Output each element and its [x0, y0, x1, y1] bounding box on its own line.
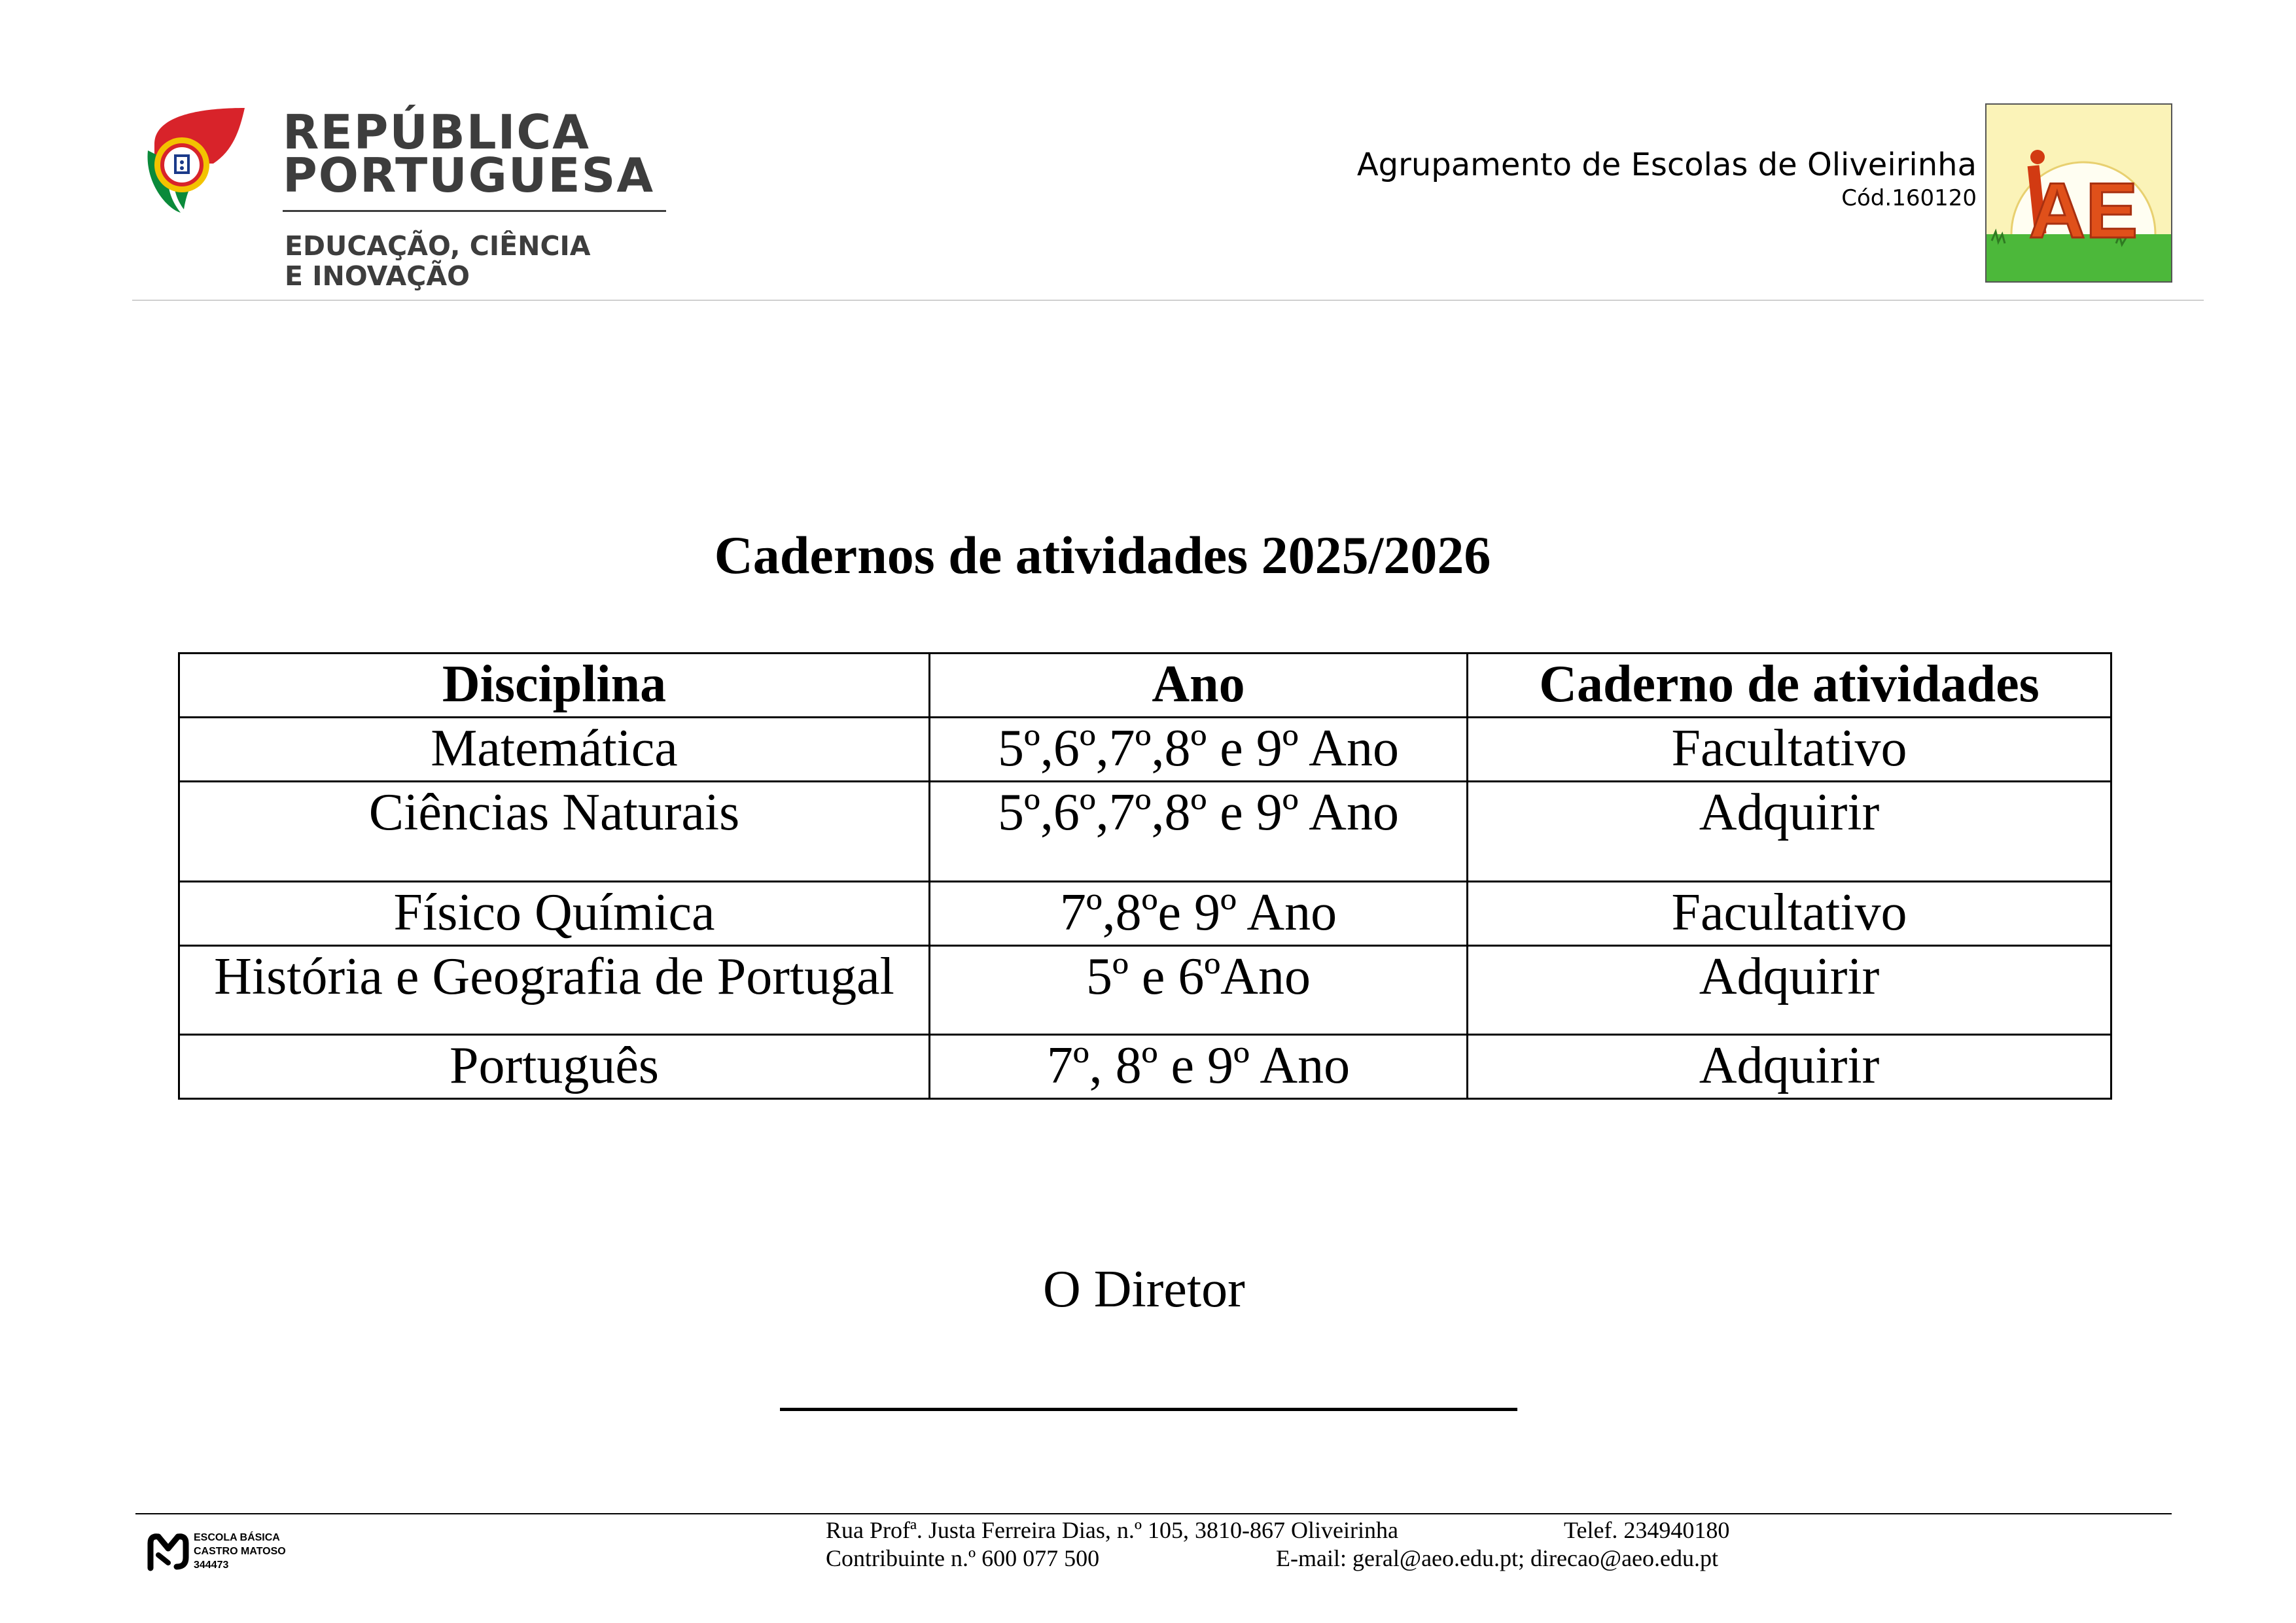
cell-ano: 5º,6º,7º,8º e 9º Ano	[930, 718, 1468, 782]
table-row	[179, 1035, 2111, 1099]
footer-divider	[135, 1513, 2172, 1514]
table-row	[179, 782, 2111, 882]
cell-disciplina: Físico Química	[179, 882, 930, 946]
cell-ano: 5º e 6ºAno	[930, 946, 1468, 1035]
column-header-ano: Ano	[930, 654, 1468, 718]
footer-logo-line-2: CASTRO MATOSO	[194, 1546, 286, 1557]
republica-portuguesa-emblem-icon	[141, 105, 246, 216]
footer-nif: Contribuinte n.º 600 077 500	[826, 1545, 1100, 1571]
cell-disciplina: História e Geografia de Portugal	[179, 946, 930, 1035]
government-title-divider	[283, 210, 666, 212]
cell-disciplina: Matemática	[179, 718, 930, 782]
escola-basica-logo-icon	[145, 1529, 191, 1575]
table-row	[179, 882, 2111, 946]
school-name: Agrupamento de Escolas de Oliveirinha	[1356, 147, 1977, 183]
cell-disciplina: Ciências Naturais	[179, 782, 930, 882]
cell-ano: 7º, 8º e 9º Ano	[930, 1035, 1468, 1099]
activities-table	[178, 652, 2112, 1100]
footer-logo-line-1: ESCOLA BÁSICA	[194, 1532, 280, 1543]
table-row	[179, 718, 2111, 782]
cell-disciplina: Português	[179, 1035, 930, 1099]
signature-line	[780, 1408, 1517, 1411]
director-label: O Diretor	[1043, 1261, 1245, 1318]
footer-email: E-mail: geral@aeo.edu.pt; direcao@aeo.edu.pt	[1276, 1545, 1719, 1571]
footer-address: Rua Profª. Justa Ferreira Dias, n.º 105, 3810-867 Oliveirinha	[826, 1517, 1398, 1543]
cell-caderno: Adquirir	[1468, 1035, 2111, 1099]
footer-logo-line-3: 344473	[194, 1560, 229, 1571]
cell-ano: 7º,8ºe 9º Ano	[930, 882, 1468, 946]
government-title-line-2: PORTUGUESA	[283, 148, 655, 203]
cell-caderno: Adquirir	[1468, 946, 2111, 1035]
table-header-row	[179, 654, 2111, 718]
column-header-caderno: Caderno de atividades	[1468, 654, 2111, 718]
ministry-line-2: E INOVAÇÃO	[285, 260, 470, 292]
column-header-disciplina: Disciplina	[179, 654, 930, 718]
table-row	[179, 946, 2111, 1035]
cell-caderno: Adquirir	[1468, 782, 2111, 882]
government-title-line-1: REPÚBLICA	[283, 105, 590, 160]
ministry-line-1: EDUCAÇÃO, CIÊNCIA	[285, 230, 591, 262]
cell-ano: 5º,6º,7º,8º e 9º Ano	[930, 782, 1468, 882]
header-divider	[132, 300, 2204, 301]
school-logo-letters: AE	[2028, 167, 2138, 254]
school-code: Cód.160120	[1841, 185, 1977, 211]
cell-caderno: Facultativo	[1468, 882, 2111, 946]
cell-caderno: Facultativo	[1468, 718, 2111, 782]
footer-phone: Telef. 234940180	[1564, 1517, 1730, 1543]
school-logo-icon	[1985, 103, 2172, 283]
document-title: Cadernos de atividades 2025/2026	[714, 525, 1491, 585]
